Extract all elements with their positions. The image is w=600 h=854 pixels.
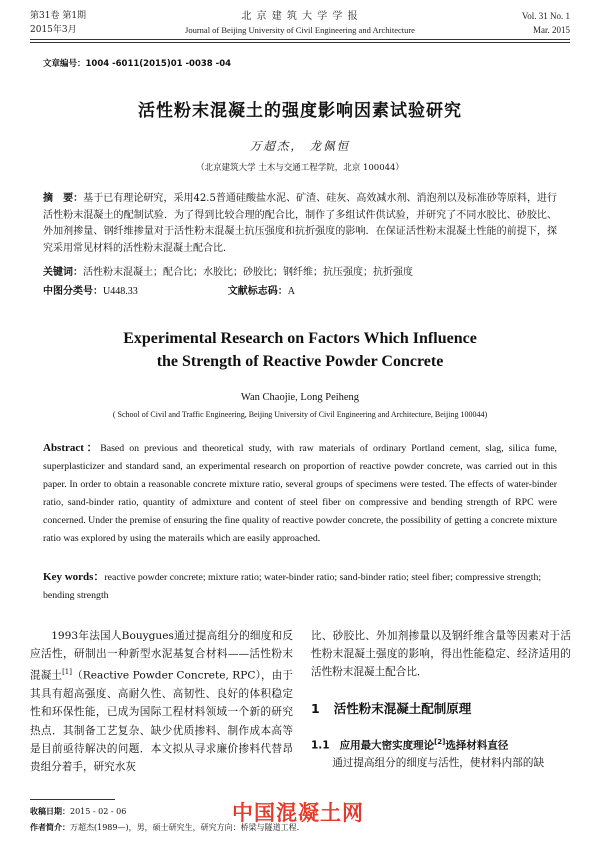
authors-en: Wan Chaojie, Long Peiheng <box>240 392 360 403</box>
paper-title-cn: 活性粉末混凝土的强度影响因素试验研究 <box>138 101 462 121</box>
doc-code-label: 文献标志码： <box>227 286 288 297</box>
abstract-en-text: Based on previous and theoretical study, with raw materials of ordinary Portland cement, slag, silica fume, superplasticizer and standard sand, an experimental research on proportion of reactive powder concrete, was carried out in this paper. In order to obtain a reasonable concrete mixture ratio, several groups of specimens were tested. The effects of water-binder ratio, sand-binder ratio, quantity of admixture and content of steel fiber on compressive and bending strength of RPC were concerned. Under the premise of ensuring the fine quality of reactive powder concrete, the possibility of getting a concrete mixture ratio was explored by using the materails which are easily approached. <box>43 443 558 544</box>
received-label: 收稿日期： <box>30 807 70 816</box>
clc-value: U448.33 <box>103 286 138 297</box>
paper-title-en <box>0 327 600 373</box>
subsection-1-1-text: 通过提高组分的细度与活性，使材料内部的缺 <box>332 757 545 770</box>
section-1-number: 1 <box>311 700 320 716</box>
keywords-cn-text: 活性粉末混凝土；配合比；水胶比；砂胶比；钢纤维；抗压强度；抗折强度 <box>83 267 413 278</box>
keywords-cn-label: 关键词： <box>43 267 83 278</box>
intro-continued: 比、砂胶比、外加剂掺量以及钢纤维含量等因素对于活性粉末混凝土强度的影响，得出性能稳定、经济适用的活性粉末混凝土配合比． <box>311 630 571 679</box>
body-right-column <box>311 627 571 772</box>
body-left-column <box>30 627 293 776</box>
paper-title-en-line2: the Strength of Reactive Powder Concrete <box>156 353 444 370</box>
section-1-heading <box>311 700 571 718</box>
subsection-1-1-title-after: 选择材料直径 <box>445 739 509 752</box>
abstract-en-label: Abstract： <box>43 442 101 454</box>
header-date-en: Mar. 2015 <box>533 25 570 35</box>
header-date-cn: 2015年3月 <box>30 25 77 35</box>
paper-title-en-line1: Experimental Research on Factors Which Influence <box>123 330 477 347</box>
header-volume-cn: 第31卷 第1期 <box>30 11 87 21</box>
affiliation-cn: （北京建筑大学 土木与交通工程学院，北京 100044） <box>196 163 404 173</box>
abstract-en <box>43 440 557 547</box>
clc-label: 中图分类号： <box>43 286 103 297</box>
header-volume-en: Vol. 31 No. 1 <box>521 11 570 21</box>
footnote-received <box>30 804 126 819</box>
subsection-1-1-number: 1.1 <box>311 739 330 752</box>
section-1-title: 活性粉末混凝土配制原理 <box>333 700 472 716</box>
abstract-cn-text: 基于已有理论研究，采用42.5普通硅酸盐水泥、矿渣、硅灰、高效减水剂、消泡剂以及标准砂等原料，进行活性粉末混凝土的配制试验．为了得到比较合理的配合比，制作了多组试件供试验，并研究了不同水胶比、砂胶比、外加剂掺量、钢纤维掺量对于活性粉末混凝土抗压强度和抗折强度的影响．在保证活性粉末混凝土性能的前提下，探究采用常见材料的活性粉末混凝土配合比． <box>43 193 558 255</box>
header-rule-thick <box>30 39 570 40</box>
doc-code-value: A <box>287 286 295 297</box>
abstract-cn-label: 摘 要： <box>43 193 84 204</box>
abstract-cn <box>43 191 557 258</box>
affiliation-en: ( School of Civil and Traffic Engineering, Beijing University of Civil Engineering and Architecture, Beijing 100044) <box>112 410 488 419</box>
keywords-en-label: Key words： <box>43 571 105 583</box>
header-journal-cn: 北 京 建 筑 大 学 学 报 <box>241 11 359 22</box>
footnote-rule <box>30 799 115 800</box>
subsection-1-1-heading <box>311 734 571 755</box>
keywords-en <box>43 568 557 605</box>
keywords-cn <box>43 265 563 280</box>
header-journal-en: Journal of Beijing University of Civil Engineering and Architecture <box>185 25 415 35</box>
authors-cn: 万超杰， 龙佩恒 <box>249 139 351 153</box>
subsection-1-1-title-before: 应用最大密实度理论 <box>339 739 435 752</box>
received-value: 2015 - 02 - 06 <box>70 807 127 816</box>
classification-line <box>43 284 563 299</box>
article-number: 文章编号：1004 -6011(2015)01 -0038 -04 <box>43 59 232 69</box>
intro-text-before: 1993年法国人Bouygues通过提高组分的细度和反应活性，研制出一种新型水泥基复合材料——活性粉末混凝土 <box>30 630 293 682</box>
keywords-en-text: reactive powder concrete; mixture ratio; water-binder ratio; sand-binder ratio; steel fiber; compressive strength; bending strength <box>43 572 542 601</box>
subsection-1-1-ref: [2] <box>434 737 446 746</box>
header-rule-thin <box>30 42 570 43</box>
site-watermark: 中国混凝土网 <box>232 801 364 825</box>
author-bio-value: 万超杰(1989—)，男，硕士研究生，研究方向：桥梁与隧道工程. <box>70 823 300 832</box>
intro-text-after: （Reactive Powder Concrete, RPC），由于其具有超高强度、高耐久性、高韧性、良好的体积稳定性和环保性能，已成为国际工程材料领域一个新的研究热点．其制备工艺复杂、缺少优质掺料、制作成本高等是目前亟待解决的问题．本文拟从寻求廉价掺料代替昂贵组分着手，研究水灰 <box>30 669 293 773</box>
intro-ref: [1] <box>62 668 72 677</box>
author-bio-label: 作者简介： <box>30 823 70 832</box>
